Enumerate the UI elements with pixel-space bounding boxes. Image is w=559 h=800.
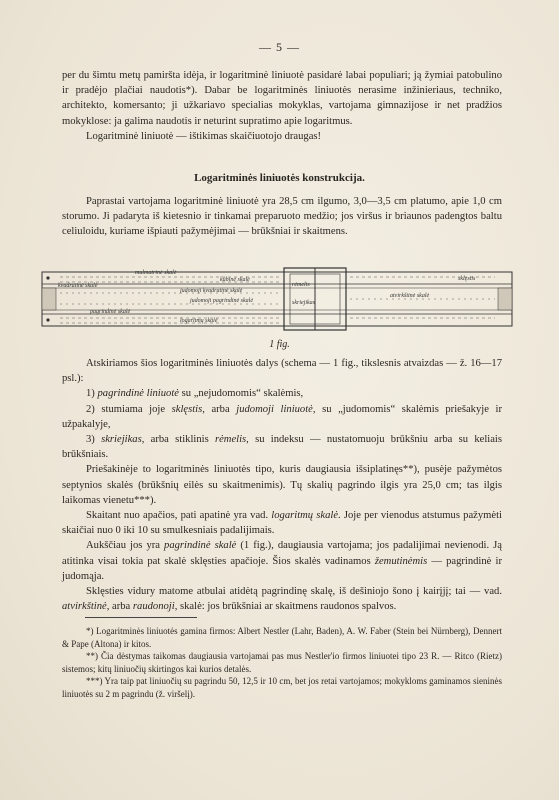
item-emphasis: judomoji liniuotė: [236, 403, 313, 415]
intro-motto: Logaritminė liniuotė — ištikimas skaičiuotojo draugas!: [86, 130, 322, 142]
item-text: 3): [86, 434, 102, 446]
item-text: 1): [86, 388, 98, 400]
label-judomoji-kvadratine: judomoji kvadratinė skalė: [180, 288, 243, 294]
para-emphasis: raudonoji: [132, 601, 175, 613]
section-heading: Logaritminės liniuotės konstrukcija.: [194, 172, 365, 184]
label-kvadratine: kvadratinė skalė: [58, 283, 98, 289]
page-number: — 5 —: [259, 40, 300, 54]
scales-paragraph-4: [62, 584, 502, 614]
footnote-1: *) Logaritminės liniuotės gamina firmos: Albert Nestler (Lahr, Baden), A. W. Faber (Stein bei Nürnberg), Dennert & Pape (Altona) ir kitos.: [62, 626, 502, 649]
label-pagrindine: pagrindinė skalė: [90, 309, 131, 315]
item-text: , su indeksu — nustatomuoju brūkšniu arba su keliais brūkšniais.: [62, 434, 502, 461]
parts-item-2: [62, 402, 502, 432]
label-atvirkstine: atvirkštinė skalė: [390, 293, 430, 299]
figure-caption: 1 fig.: [269, 339, 290, 350]
parts-item-1: [62, 386, 502, 401]
para-text: , arba: [106, 601, 133, 613]
item-text: su „nejudomomis“ skalėmis,: [179, 388, 304, 400]
para-text: Sklęsties vidury matome atbulai atidėtą pagrindinę skalę, iš dešiniojo šono į kairįjį; tai — vad.: [86, 586, 502, 598]
item-text: 2) stumiama joje: [86, 403, 172, 415]
footnote-divider: [85, 617, 197, 618]
label-skliustis: sklęstis: [458, 276, 476, 282]
para-text: (1 fig.), daugiausia vartojama; jos padalijimai nevienodi. Ją atitinka visai tokia pat skalė sklęsties apačioje. Šios skalės vadinamos: [62, 540, 502, 567]
intro-paragraph: per du šimtu metų pamiršta idėja, ir logaritminė liniuotė pasidarė labai populiari; ją žymiai patobulino ir pradėjo plačiai naudotis*). Dabar be logaritminės liniuotės nerasime inžinieriaus, techniko, architekto, komersanto; ji užkariavo specialias mokyklas, vartojama gimnazijose ir net pradžios mokyklose: ja galima naudotis ir neturint supratimo apie logaritmus.: [62, 70, 502, 127]
footnotes: [62, 625, 502, 701]
slide-end: [42, 288, 56, 310]
parts-section: [62, 356, 502, 614]
scales-paragraph-3: [62, 538, 502, 584]
para-text: . Joje per vienodus atstumus pažymėti skaičiai nuo 0 iki 10 su smulkesniais padalijimais.: [62, 510, 502, 537]
item-emphasis: rėmelis: [214, 434, 247, 446]
item-emphasis: sklęstis: [171, 403, 203, 415]
item-emphasis: skriejikas: [101, 434, 142, 446]
para-text: — pagrindinė ir judomąja.: [62, 555, 502, 582]
construction-paragraph: Paprastai vartojama logaritminė liniuotė yra 28,5 cm ilgumo, 3,0—3,5 cm platumo, apie 1,0 cm storumo. Ji padaryta iš kietesnio ir tinkamai preparuoto medžio; jos viršus ir briaunos padengtos baltu celiuloidu, kuriame išpiauti pažymėjimai — brūkšniai ir skaitmens.: [62, 196, 502, 238]
para-text: Skaitant nuo apačios, pati apatinė yra vad.: [86, 510, 272, 522]
construction-section: [62, 194, 502, 240]
item-text: , arba: [202, 403, 237, 415]
label-remelis: rėmelis: [292, 282, 310, 288]
parts-intro: Atskiriamos šios logaritminės liniuotės dalys (schema — 1 fig., tikslesnis atvaizdas — ž. 16—17 psl.):: [62, 358, 502, 385]
label-judomoji-pagrindine: judomoji pagrindinė skalė: [190, 298, 253, 304]
marker-dot: [46, 276, 49, 279]
label-mutmatrine: mulmatrinė skalė: [135, 270, 177, 276]
para-text: Aukščiau jos yra: [86, 540, 165, 552]
footnote-3: ***) Yra taip pat liniuočių su pagrindu 50, 12,5 ir 10 cm, bet jos retai vartojamos; mokykloms gaminamos sieninės liniuotės su 2 m pagrindu (ž. viršelį).: [62, 676, 502, 699]
para-emphasis: žemutinėmis: [374, 555, 428, 567]
parts-item-3: [62, 432, 502, 462]
marker-dot: [46, 318, 49, 321]
para-emphasis: pagrindinė skalė: [164, 540, 237, 552]
para-emphasis: logaritmų skalė: [271, 510, 339, 522]
item-text: , arba stiklinis: [141, 434, 215, 446]
slide-end: [498, 288, 512, 310]
footnote-2: **) Čia dėstymas taikomas daugiausia vartojamai pas mus Nestler'io firmos liniuotei tipo 23 R. — Ritco (Rietz) sistemos; kitų liniuočių skirtingos kai kurios detalės.: [62, 651, 502, 674]
item-emphasis: pagrindinė liniuotė: [97, 388, 179, 400]
intro-section: [62, 68, 502, 144]
para-emphasis: atvirkštinė: [62, 601, 107, 613]
slide-rule-figure: [40, 266, 520, 331]
label-logaritmu: logaritmų skalė: [180, 318, 218, 324]
scales-paragraph-1: Priešakinėje to logaritminės liniuotės tipo, kuris daugiausia išsiplatinęs**), pusėje pažymėtos septynios skalės (brūkšnių eilės su skaitmenimis). Tų skalių pagrindo ilgis yra 25,0 cm; tas ilgis laikomas vienetu***).: [62, 464, 502, 506]
label-kubine: kūbinė skalė: [220, 277, 250, 283]
scales-paragraph-2: [62, 508, 502, 538]
item-text: , su „judomomis“ skalėmis priešakyje ir užpakalyje,: [62, 403, 502, 430]
para-text: , skalė: jos brūkšniai ar skaitmens raudonos spalvos.: [174, 601, 397, 613]
label-skriejikas: skriejikas: [292, 300, 315, 306]
